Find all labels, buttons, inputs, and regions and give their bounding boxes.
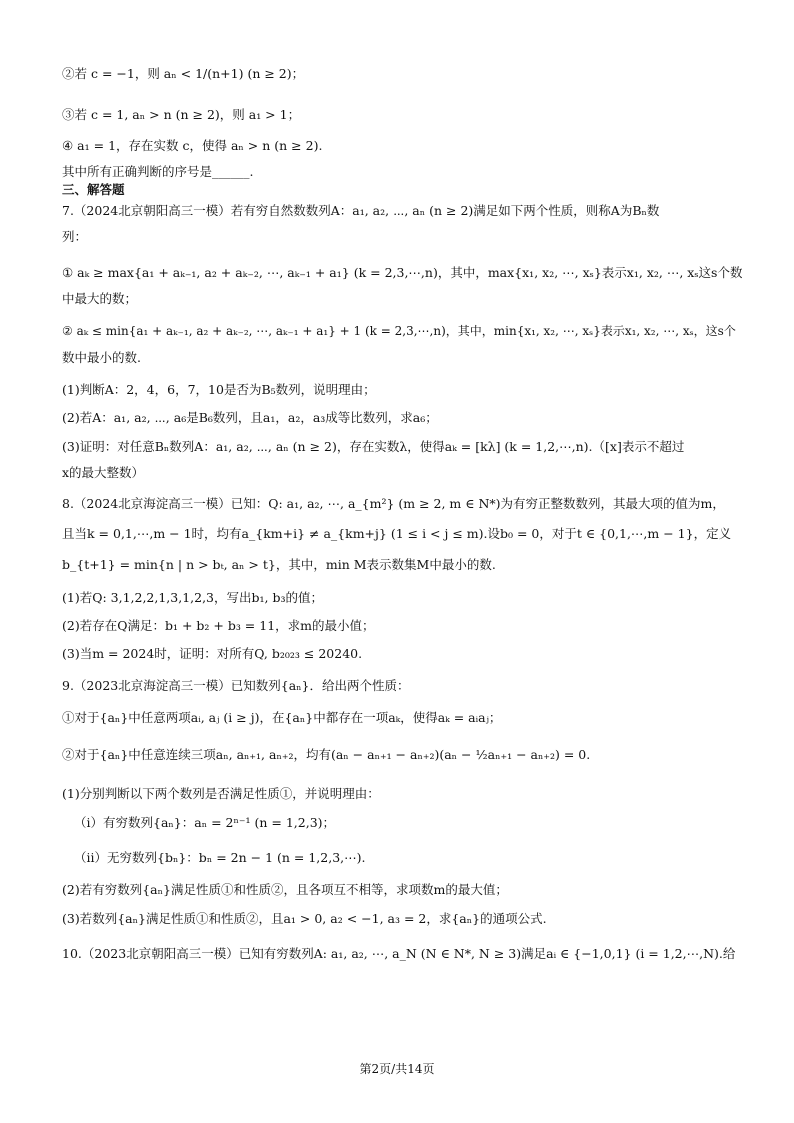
- text-line: (2)若A：a₁, a₂, ⋯, a₆是B₆数列，且a₁，a₂，a₃成等比数列，求a₆；: [62, 410, 438, 425]
- text-line: ② aₖ ≤ min{a₁ + aₖ₋₁, a₂ + aₖ₋₂, ⋯, aₖ₋₁ + a₁} + 1 (k = 2,3,⋯,n)，其中，min{x₁, x₂, ⋯, xₛ}表示x₁, x₂, ⋯, xₛ，这s个: [62, 324, 736, 338]
- text-line: ④ a₁ = 1，存在实数 c，使得 aₙ > n (n ≥ 2).: [62, 138, 323, 153]
- text-line: 7.（2024北京朝阳高三一模）若有穷自然数数列A：a₁, a₂, ⋯, aₙ (n ≥ 2)满足如下两个性质，则称A为Bₙ数: [62, 203, 660, 218]
- text-line: 其中所有正确判断的序号是______.: [62, 164, 254, 179]
- text-line: ①对于{aₙ}中任意两项aᵢ, aⱼ (i ≥ j)，在{aₙ}中都存在一项aₖ，使得aₖ = aᵢaⱼ；: [62, 710, 502, 725]
- text-line: (3)证明：对任意Bₙ数列A：a₁, a₂, ⋯, aₙ (n ≥ 2)，存在实数λ，使得aₖ = [kλ] (k = 1,2,⋯,n).（[x]表示不超过: [62, 439, 685, 454]
- text-line: ① aₖ ≥ max{a₁ + aₖ₋₁, a₂ + aₖ₋₂, ⋯, aₖ₋₁ + a₁} (k = 2,3,⋯,n)，其中，max{x₁, x₂, ⋯, xₛ}表示x₁, x₂, ⋯, xₛ这s个数: [62, 265, 742, 280]
- text-line: x的最大整数）: [62, 465, 145, 480]
- text-line: 且当k = 0,1,⋯,m − 1时，均有a_{km+i} ≠ a_{km+j} (1 ≤ i < j ≤ m).设b₀ = 0，对于t ∈ {0,1,⋯,m − 1}，定义: [62, 526, 732, 541]
- section-heading: 三、解答题: [62, 182, 125, 197]
- text-line: ③若 c = 1, aₙ > n (n ≥ 2)，则 a₁ > 1；: [62, 107, 301, 122]
- text-line: (3)若数列{aₙ}满足性质①和性质②，且a₁ > 0, a₂ < −1, a₃ = 2，求{aₙ}的通项公式.: [62, 911, 547, 926]
- text-line: 9.（2023北京海淀高三一模）已知数列{aₙ}．给出两个性质：: [62, 678, 410, 693]
- text-line: （i）有穷数列{aₙ}：aₙ = 2ⁿ⁻¹ (n = 1,2,3)；: [74, 815, 336, 830]
- text-line: (1)判断A：2，4，6，7，10是否为B₅数列，说明理由；: [62, 382, 376, 397]
- text-line: (1)分别判断以下两个数列是否满足性质①，并说明理由：: [62, 786, 380, 801]
- text-line: 10.（2023北京朝阳高三一模）已知有穷数列A: a₁, a₂, ⋯, a_N (N ∈ N*, N ≥ 3)满足aᵢ ∈ {−1,0,1} (i = 1,2,⋯,N).给: [62, 946, 736, 961]
- text-line: 8.（2024北京海淀高三一模）已知：Q: a₁, a₂, ⋯, a_{m²} (m ≥ 2, m ∈ N*)为有穷正整数数列，其最大项的值为m，: [62, 496, 725, 511]
- text-line: ②若 c = −1，则 aₙ < 1/(n+1) (n ≥ 2)；: [62, 66, 305, 81]
- text-line: 中最大的数；: [62, 291, 138, 306]
- text-line: b_{t+1} = min{n | n > bₜ, aₙ > t}，其中，min M表示数集M中最小的数.: [62, 557, 496, 572]
- page-number-footer: 第2页/共14页: [359, 1062, 435, 1076]
- text-line: （ii）无穷数列{bₙ}：bₙ = 2n − 1 (n = 1,2,3,⋯).: [74, 850, 366, 865]
- text-line: 列：: [62, 229, 88, 244]
- text-line: 数中最小的数.: [62, 350, 141, 365]
- text-line: (2)若有穷数列{aₙ}满足性质①和性质②，且各项互不相等，求项数m的最大值；: [62, 882, 508, 897]
- text-line: (1)若Q: 3,1,2,2,1,3,1,2,3，写出b₁, b₃的值；: [62, 590, 323, 605]
- text-line: (3)当m = 2024时，证明：对所有Q, b₂₀₂₃ ≤ 20240.: [62, 646, 363, 661]
- text-line: (2)若存在Q满足：b₁ + b₂ + b₃ = 11，求m的最小值；: [62, 618, 375, 633]
- text-line: ②对于{aₙ}中任意连续三项aₙ, aₙ₊₁, aₙ₊₂，均有(aₙ − aₙ₊₁ − aₙ₊₂)(aₙ − ½aₙ₊₁ − aₙ₊₂) = 0.: [62, 747, 591, 762]
